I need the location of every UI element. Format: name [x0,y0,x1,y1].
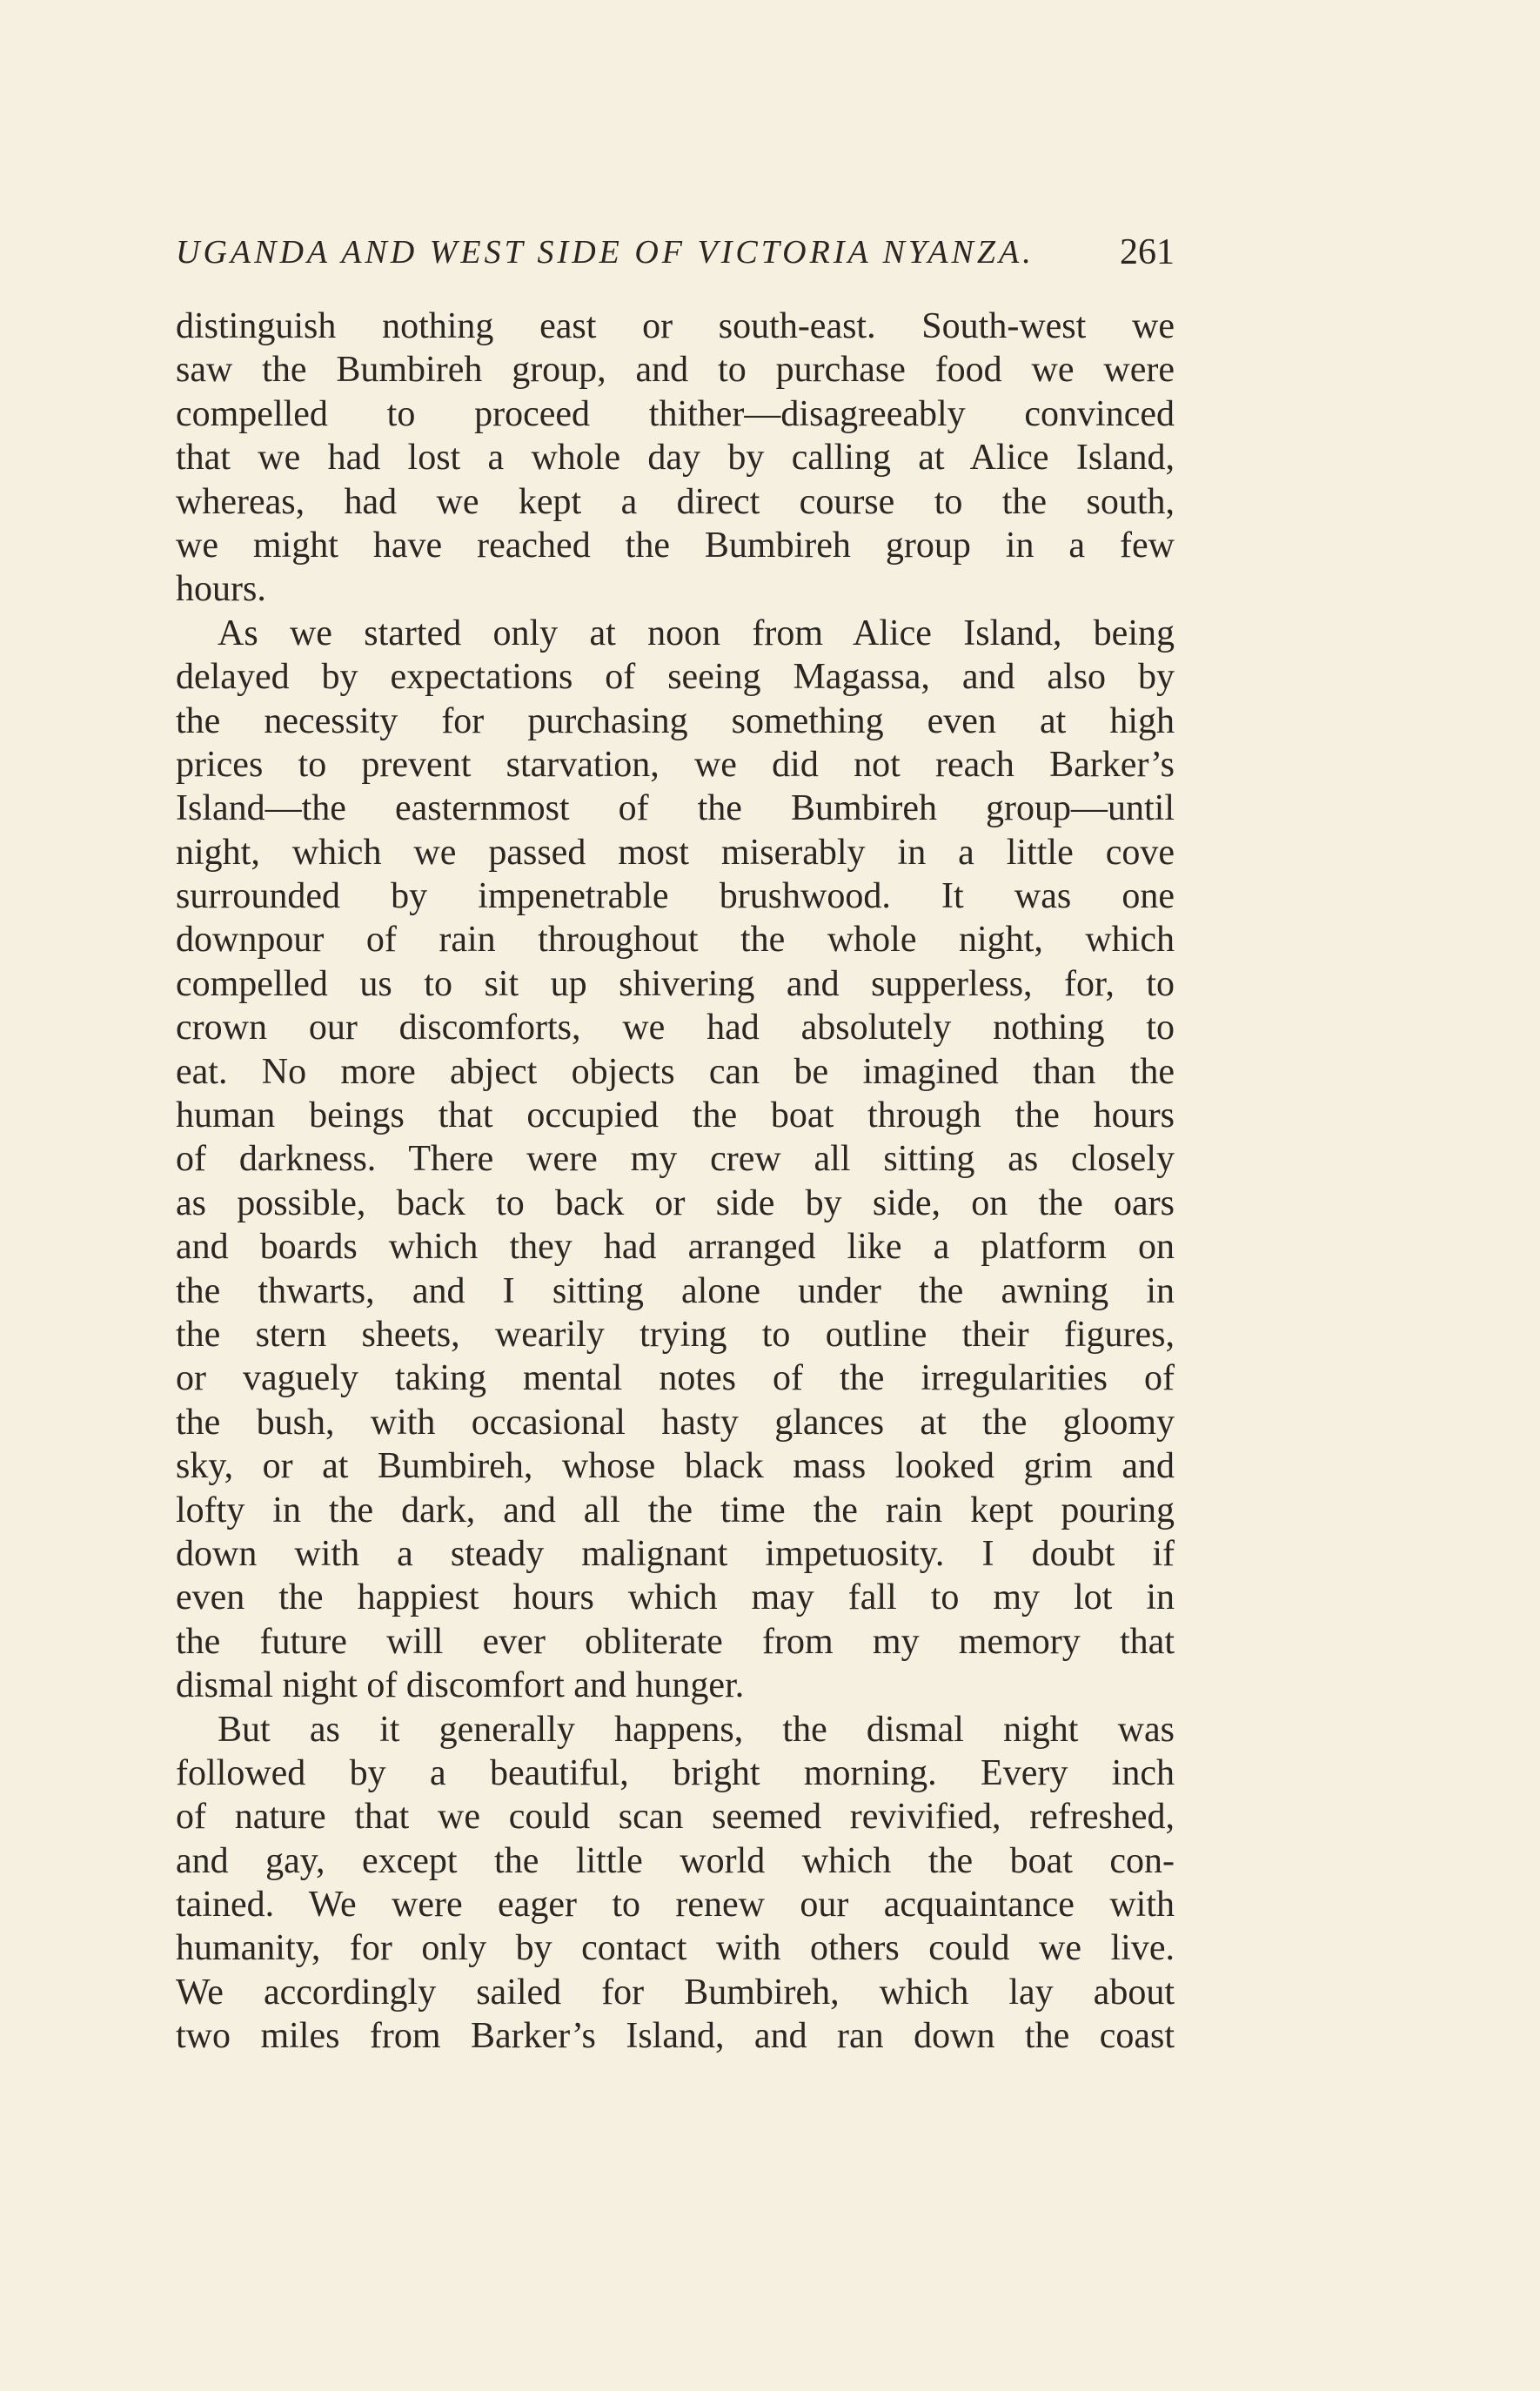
text-line: hours. [176,569,266,610]
text-line: humanity, for only by contact with others could we live. [176,1928,1175,1969]
text-line: down with a steady malignant impetuosity. I doubt if [176,1533,1175,1574]
text-line: the thwarts, and I sitting alone under the awning in [176,1270,1175,1311]
text-line: and boards which they had arranged like a platform on [176,1227,1175,1268]
text-line: and gay, except the little world which the boat con- [176,1840,1175,1881]
paragraph [176,612,1175,1708]
text-line: the necessity for purchasing something even at high [176,700,1175,741]
text-line: dismal night of discomfort and hunger. [176,1665,745,1706]
text-line: we might have reached the Bumbireh group in a few [176,525,1175,566]
text-line: We accordingly sailed for Bumbireh, which lay about [176,1972,1175,2013]
text-line: surrounded by impenetrable brushwood. It was one [176,876,1175,917]
text-line: or vaguely taking mental notes of the irregularities of [176,1358,1175,1399]
paragraph [176,305,1175,612]
text-line: human beings that occupied the boat through the hours [176,1095,1175,1136]
text-line: lofty in the dark, and all the time the rain kept pouring [176,1490,1175,1530]
text-line: distinguish nothing east or south-east. South-west we [176,306,1175,346]
text-line: the future will ever obliterate from my memory that [176,1621,1175,1662]
text-line: saw the Bumbireh group, and to purchase food we were [176,350,1175,391]
text-line: crown our discomforts, we had absolutely nothing to [176,1008,1175,1048]
text-line: as possible, back to back or side by side, on the oars [176,1182,1175,1223]
text-line: even the happiest hours which may fall to my lot in [176,1577,1175,1618]
text-line: followed by a beautiful, bright morning. Every inch [176,1752,1175,1793]
text-line: compelled us to sit up shivering and supperless, for, to [176,963,1175,1004]
text-line: Island—the easternmost of the Bumbireh group—until [176,788,1175,829]
page-number: 261 [1120,232,1175,272]
text-line: tained. We were eager to renew our acquaintance with [176,1885,1175,1926]
text-line: the stern sheets, wearily trying to outline their figures, [176,1314,1175,1355]
body-text [176,305,1175,2059]
text-line: sky, or at Bumbireh, whose black mass looked grim and [176,1446,1175,1487]
text-line: whereas, had we kept a direct course to the south, [176,481,1175,522]
text-line: the bush, with occasional hasty glances at the gloomy [176,1402,1175,1443]
text-line: of nature that we could scan seemed revivified, refreshed, [176,1797,1175,1838]
text-line: downpour of rain throughout the whole night, which [176,920,1175,961]
paragraph [176,1708,1175,2059]
text-line: eat. No more abject objects can be imagined than the [176,1051,1175,1092]
text-line: compelled to proceed thither—disagreeably convinced [176,393,1175,434]
text-line: that we had lost a whole day by calling at Alice Island, [176,438,1175,479]
text-line: But as it generally happens, the dismal night was [218,1709,1175,1750]
text-line: night, which we passed most miserably in a little cove [176,832,1175,873]
text-line: of darkness. There were my crew all sitting as closely [176,1139,1175,1180]
text-line: delayed by expectations of seeing Magassa, and also by [176,657,1175,698]
text-line: prices to prevent starvation, we did not reach Barker’s [176,744,1175,785]
running-head: UGANDA AND WEST SIDE OF VICTORIA NYANZA. [176,234,1034,271]
page-header [176,228,1175,277]
text-line: two miles from Barker’s Island, and ran down the coast [176,2016,1175,2057]
text-line: As we started only at noon from Alice Island, being [218,613,1175,653]
